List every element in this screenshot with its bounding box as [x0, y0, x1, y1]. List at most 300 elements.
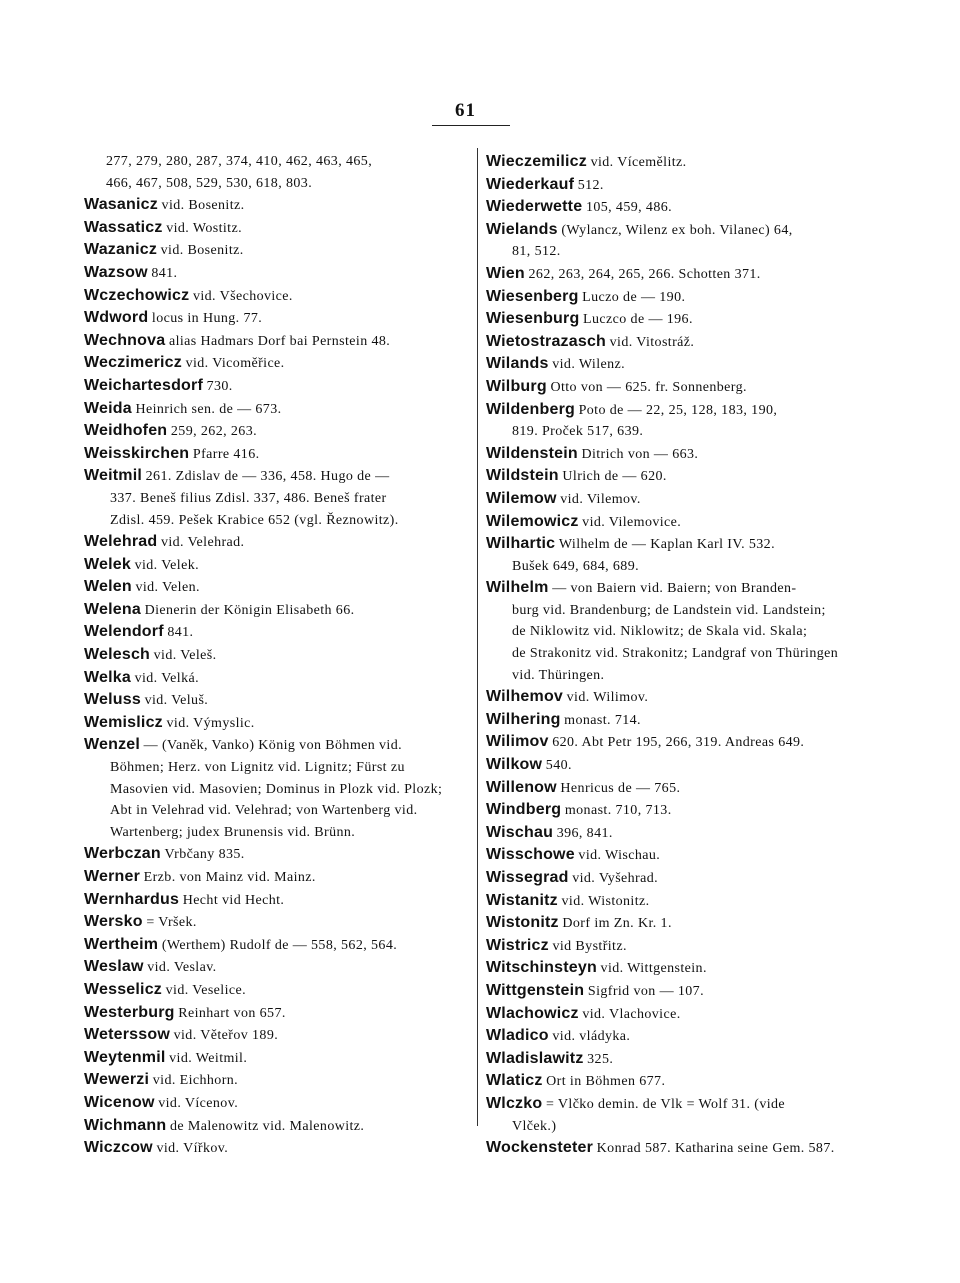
entry-text: 277, 279, 280, 287, 374, 410, 462, 463, 465, [106, 154, 373, 169]
entry-text: Luczo de — 190. [582, 289, 686, 305]
index-entry [84, 420, 476, 443]
entry-headword: Wasanicz [84, 196, 158, 214]
entry-headword: Welen [84, 578, 132, 596]
index-entry [84, 734, 476, 843]
entry-text: Konrad 587. Katharina seine Gem. 587. [596, 1141, 835, 1157]
entry-line [84, 689, 476, 712]
index-entry [84, 239, 476, 262]
entry-line [486, 488, 886, 511]
entry-headword: Windberg [486, 801, 562, 819]
entry-text: Abt in Velehrad vid. Velehrad; von Wartenberg vid. [110, 803, 418, 819]
entry-line [486, 533, 886, 556]
entry-headword: Wilemowicz [486, 512, 579, 530]
index-entry [84, 866, 476, 889]
entry-line [84, 889, 476, 912]
entry-headword: Wicenow [84, 1093, 155, 1111]
entry-line [84, 667, 476, 690]
entry-line [486, 196, 886, 219]
entry-headword: Wissegrad [486, 869, 569, 886]
index-entry [84, 1137, 476, 1160]
entry-headword: Weslaw [84, 958, 144, 976]
entry-headword: Wistonitz [486, 914, 559, 932]
entry-text: vid. Vicoměřice. [185, 356, 285, 372]
entry-headword: Wildenstein [486, 444, 578, 462]
entry-text: 841. [151, 265, 178, 281]
entry-headword: Wistanitz [486, 891, 558, 909]
index-entry [84, 956, 476, 979]
entry-line [486, 621, 886, 643]
entry-line [84, 956, 476, 979]
entry-line [486, 957, 886, 980]
entry-text: Sigfrid von — 107. [587, 983, 704, 999]
index-entry [84, 194, 476, 217]
index-entry [84, 217, 476, 240]
entry-headword: Wockensteter [486, 1139, 594, 1157]
entry-line [486, 1137, 886, 1160]
entry-text: vid. Veselice. [165, 982, 247, 998]
index-entry [84, 644, 476, 667]
entry-text: 730. [206, 378, 233, 394]
index-entry [84, 934, 476, 957]
index-entry [486, 488, 886, 511]
entry-text: 819. Proček 517, 639. [512, 424, 644, 440]
entry-text: vid. Výmyslic. [166, 715, 255, 731]
entry-line [84, 194, 476, 217]
index-entry [84, 465, 476, 531]
entry-line [84, 330, 476, 353]
left-column [84, 151, 476, 1160]
entry-text: 337. Beneš filius Zdisl. 337, 486. Beneš frater [110, 490, 387, 506]
index-entry [84, 531, 476, 554]
entry-headword: Werner [84, 868, 141, 885]
entry-text: vid. Wostitz. [166, 220, 242, 236]
entry-line [486, 465, 886, 488]
entry-line [84, 822, 476, 844]
entry-line [486, 643, 886, 665]
entry-line [84, 217, 476, 240]
index-entry [486, 957, 886, 980]
entry-line [84, 911, 476, 934]
index-entry [486, 912, 886, 935]
entry-line [486, 1003, 886, 1026]
entry-text: 262, 263, 264, 265, 266. Schotten 371. [528, 266, 761, 282]
entry-headword: Weidhofen [84, 422, 168, 440]
entry-line [486, 1116, 886, 1138]
entry-text: Ditrich von — 663. [581, 446, 699, 462]
entry-headword: Wistricz [486, 936, 549, 954]
entry-headword: Weisskirchen [84, 444, 190, 462]
entry-line [84, 1024, 476, 1047]
index-entry [486, 286, 886, 309]
entry-line [486, 241, 886, 263]
entry-text: Wartenberg; judex Brunensis vid. Brünn. [110, 824, 356, 840]
entry-headword: Wischau [486, 823, 554, 841]
entry-text: Zdisl. 459. Pešek Krabice 652 (vgl. Řeznowitz). [110, 512, 399, 528]
index-entry [486, 1070, 886, 1093]
entry-text: Böhmen; Herz. von Lignitz vid. Lignitz; Fürst zu [110, 760, 405, 776]
index-entry [84, 398, 476, 421]
entry-line [486, 1093, 886, 1116]
index-entry [486, 935, 886, 958]
entry-line [486, 421, 886, 443]
entry-headword: Wilemow [486, 489, 557, 507]
index-entry [84, 330, 476, 353]
index-entry [84, 285, 476, 308]
index-entry [84, 262, 476, 285]
index-entry [84, 1115, 476, 1138]
index-entry [84, 712, 476, 735]
entry-line [84, 712, 476, 735]
entry-headword: Wlczko [486, 1094, 543, 1112]
entry-text: 620. Abt Petr 195, 266, 319. Andreas 649. [552, 735, 805, 751]
entry-text: burg vid. Brandenburg; de Landstein vid. Landstein; [512, 602, 826, 618]
entry-text: vid. Vilemov. [560, 491, 641, 507]
index-entry [84, 979, 476, 1002]
entry-text: vid. Velehrad. [160, 535, 245, 551]
entry-text: vid. vládyka. [552, 1029, 631, 1045]
index-entry [84, 843, 476, 866]
entry-text: vid. Vilemovice. [582, 514, 682, 530]
entry-line [84, 779, 476, 801]
entry-line [486, 1070, 886, 1093]
entry-headword: Weterssow [84, 1026, 170, 1044]
index-entry [486, 353, 886, 376]
entry-text: Vlček.) [512, 1118, 557, 1134]
entry-headword: Wilkow [486, 756, 543, 774]
right-column [486, 151, 886, 1160]
index-entry [486, 263, 886, 286]
entry-text: vid. Eichhorn. [152, 1073, 239, 1089]
entry-headword: Wlachowicz [486, 1004, 579, 1022]
index-entry [84, 911, 476, 934]
page-number: 61 [455, 100, 476, 121]
index-entry [84, 1092, 476, 1115]
entry-line [84, 757, 476, 779]
entry-text: vid. Velen. [135, 580, 200, 596]
entry-line [106, 151, 476, 173]
entry-text: Ulrich de — 620. [562, 469, 667, 485]
entry-text: vid. Wilenz. [552, 357, 626, 373]
entry-headword: Wiesenberg [486, 287, 579, 305]
index-entry [486, 1093, 886, 1137]
entry-headword: Welendorf [84, 623, 164, 641]
entry-line [486, 219, 886, 242]
entry-headword: Wilands [486, 355, 549, 373]
entry-text: vid. Velek. [134, 557, 199, 573]
entry-headword: Wiederkauf [486, 175, 575, 193]
index-entry [486, 1137, 886, 1160]
entry-text: vid. Bosenitz. [161, 198, 245, 214]
entry-headword: Wisschowe [486, 846, 575, 864]
index-entry [84, 554, 476, 577]
entry-line [84, 1092, 476, 1115]
entry-text: = Vlčko demin. de Vlk = Wolf 31. (vide [545, 1096, 786, 1112]
entry-headword: Wenzel [84, 736, 141, 754]
entry-headword: Wassaticz [84, 218, 163, 236]
entry-headword: Wersko [84, 913, 143, 931]
entry-text: Hecht vid Hecht. [182, 892, 285, 908]
index-entry [486, 1048, 886, 1071]
entry-headword: Werbczan [84, 845, 161, 863]
entry-line [486, 1048, 886, 1071]
entry-line [486, 308, 886, 331]
entry-line [84, 866, 476, 889]
entry-line [486, 151, 886, 174]
index-entry [486, 308, 886, 331]
entry-headword: Willenow [486, 778, 557, 796]
entry-text: vid. Vícemělitz. [590, 155, 687, 170]
index-entry [486, 577, 886, 686]
entry-headword: Wilhartic [486, 535, 556, 553]
index-entry [84, 689, 476, 712]
entry-text: = Vršek. [146, 915, 197, 931]
entry-line [84, 375, 476, 398]
index-entry [84, 576, 476, 599]
index-entry [486, 331, 886, 354]
entry-text: vid. Bosenitz. [160, 243, 244, 259]
entry-headword: Wdword [84, 309, 149, 327]
entry-headword: Witschinsteyn [486, 959, 597, 977]
entry-line [486, 577, 886, 600]
entry-headword: Wieczemilicz [486, 153, 587, 170]
entry-headword: Wilhemov [486, 688, 564, 706]
index-entry [486, 533, 886, 577]
index-entry [84, 599, 476, 622]
entry-headword: Wiederwette [486, 198, 583, 216]
entry-text: (Werthem) Rudolf de — 558, 562, 564. [161, 937, 398, 953]
entry-line [486, 709, 886, 732]
entry-headword: Welek [84, 555, 131, 573]
entry-headword: Wazanicz [84, 241, 158, 259]
entry-text: Heinrich sen. de — 673. [135, 401, 282, 417]
index-entry [486, 754, 886, 777]
entry-text: Poto de — 22, 25, 128, 183, 190, [578, 402, 778, 418]
entry-headword: Wesselicz [84, 980, 162, 998]
index-entry [486, 686, 886, 709]
entry-line [486, 799, 886, 822]
entry-text: 105, 459, 486. [585, 200, 673, 216]
entry-text: vid. Wilimov. [566, 690, 649, 706]
index-entry [486, 777, 886, 800]
entry-line [84, 262, 476, 285]
entry-line [486, 935, 886, 958]
entry-line [486, 600, 886, 622]
entry-headword: Wiesenburg [486, 310, 580, 328]
index-entry [84, 1024, 476, 1047]
entry-line [84, 443, 476, 466]
entry-headword: Wien [486, 264, 525, 282]
entry-text: vid. Vitostráž. [609, 334, 695, 350]
entry-headword: Wietostrazasch [486, 332, 607, 350]
entry-line [84, 239, 476, 262]
entry-line [84, 800, 476, 822]
entry-line [486, 731, 886, 754]
index-entry [84, 667, 476, 690]
entry-line [486, 174, 886, 197]
index-entry [84, 307, 476, 330]
entry-headword: Wilhelm [486, 579, 549, 597]
page-number-rule [432, 125, 510, 126]
entry-line [486, 665, 886, 687]
entry-headword: Wildstein [486, 467, 559, 485]
entry-text: — von Baiern vid. Baiern; von Branden- [552, 581, 797, 597]
entry-headword: Welehrad [84, 533, 158, 551]
index-entry [84, 443, 476, 466]
entry-text: vid. Velká. [134, 670, 199, 686]
entry-text: Pfarre 416. [192, 446, 260, 462]
entry-text: 540. [545, 758, 572, 774]
entry-line [84, 621, 476, 644]
entry-headword: Wewerzi [84, 1071, 150, 1089]
entry-line [84, 554, 476, 577]
entry-headword: Wlaticz [486, 1072, 543, 1090]
entry-text: vid. Wistonitz. [561, 893, 650, 909]
entry-headword: Wittgenstein [486, 981, 585, 999]
index-entry [486, 196, 886, 219]
index-entry [486, 1025, 886, 1048]
entry-line [84, 465, 476, 488]
entry-headword: Wemislicz [84, 713, 163, 731]
entry-headword: Wladislawitz [486, 1049, 584, 1067]
entry-headword: Weczimericz [84, 354, 182, 372]
entry-line [84, 1047, 476, 1070]
entry-line [84, 488, 476, 510]
entry-text: locus in Hung. 77. [151, 311, 263, 327]
entry-line [84, 398, 476, 421]
entry-line [84, 510, 476, 532]
entry-text: 261. Zdislav de — 336, 458. Hugo de — [145, 469, 390, 485]
entry-text: monast. 710, 713. [564, 803, 672, 819]
entry-headword: Wertheim [84, 935, 159, 953]
entry-text: Dienerin der Königin Elisabeth 66. [144, 602, 355, 618]
entry-line [486, 867, 886, 890]
entry-line [486, 912, 886, 935]
entry-line [84, 1002, 476, 1025]
entry-line [486, 263, 886, 286]
entry-text: Vrbčany 835. [164, 847, 245, 863]
entry-line [486, 353, 886, 376]
entry-headword: Wernhardus [84, 890, 180, 908]
entry-line [486, 286, 886, 309]
entry-headword: Wiczcow [84, 1139, 153, 1157]
entry-headword: Wladico [486, 1027, 549, 1045]
index-entry [486, 511, 886, 534]
entry-line [84, 979, 476, 1002]
entry-line [106, 173, 476, 195]
entry-text: Ort in Böhmen 677. [546, 1074, 666, 1090]
index-entry [486, 174, 886, 197]
entry-headword: Wechnova [84, 331, 166, 349]
index-entry [486, 709, 886, 732]
entry-text: Erzb. von Mainz vid. Mainz. [143, 870, 316, 885]
entry-text: de Niklowitz vid. Niklowitz; de Skala vid. Skala; [512, 624, 808, 640]
entry-text: Dorf im Zn. Kr. 1. [562, 916, 672, 932]
index-entry [486, 799, 886, 822]
entry-line [486, 844, 886, 867]
entry-line [84, 1137, 476, 1160]
entry-headword: Wielands [486, 220, 558, 238]
entry-line [84, 843, 476, 866]
entry-text: 396, 841. [556, 825, 613, 841]
entry-headword: Wilhering [486, 710, 561, 728]
entry-headword: Weida [84, 399, 132, 417]
entry-text: de Malenowitz vid. Malenowitz. [169, 1118, 365, 1134]
index-entry [84, 151, 476, 194]
index-entry [84, 1069, 476, 1092]
entry-line [84, 1115, 476, 1138]
index-entry [486, 980, 886, 1003]
entry-headword: Weichartesdorf [84, 376, 203, 394]
index-entry [84, 1047, 476, 1070]
entry-text: vid. Wittgenstein. [600, 961, 707, 977]
index-entry [486, 844, 886, 867]
entry-line [486, 822, 886, 845]
entry-line [84, 352, 476, 375]
entry-headword: Wazsow [84, 263, 148, 281]
entry-line [84, 285, 476, 308]
index-entry [486, 1003, 886, 1026]
entry-text: Reinhart von 657. [178, 1005, 286, 1021]
index-entry [84, 889, 476, 912]
entry-headword: Wilburg [486, 377, 547, 395]
entry-headword: Weitmil [84, 467, 143, 485]
entry-text: Luczco de — 196. [583, 312, 693, 328]
entry-headword: Wilimov [486, 733, 549, 751]
entry-line [486, 777, 886, 800]
index-entry [486, 399, 886, 443]
entry-text: — (Vaněk, Vanko) König von Böhmen vid. [143, 738, 403, 754]
entry-text: vid. Vyšehrad. [572, 871, 659, 886]
index-entry [486, 443, 886, 466]
entry-line [486, 754, 886, 777]
entry-text: alias Hadmars Dorf bai Pernstein 48. [168, 333, 391, 349]
entry-line [486, 1025, 886, 1048]
entry-line [84, 307, 476, 330]
entry-text: vid. Vlachovice. [582, 1006, 681, 1022]
index-entry [486, 151, 886, 174]
entry-text: de Strakonitz vid. Strakonitz; Landgraf von Thüringen [512, 646, 839, 662]
entry-line [486, 399, 886, 422]
index-entry [84, 352, 476, 375]
entry-line [84, 599, 476, 622]
index-entry [486, 219, 886, 263]
index-entry [486, 376, 886, 399]
entry-headword: Welena [84, 600, 141, 618]
entry-text: vid. Weitmil. [169, 1050, 248, 1066]
index-entry [84, 1002, 476, 1025]
entry-text: vid. Veleš. [153, 648, 217, 664]
entry-text: (Wylancz, Wilenz ex boh. Vilanec) 64, [561, 222, 793, 238]
entry-text: Bušek 649, 684, 689. [512, 558, 639, 574]
entry-text: 81, 512. [512, 244, 561, 260]
entry-line [486, 443, 886, 466]
index-entry [486, 731, 886, 754]
entry-text: vid Bystřitz. [552, 938, 627, 954]
entry-text: Masovien vid. Masovien; Dominus in Plozk vid. Plozk; [110, 781, 443, 797]
entry-line [84, 1069, 476, 1092]
entry-text: monast. 714. [564, 712, 641, 728]
entry-headword: Weytenmil [84, 1048, 166, 1066]
entry-text: vid. Wischau. [578, 848, 661, 864]
entry-line [84, 531, 476, 554]
entry-text: vid. Veslav. [147, 960, 217, 976]
entry-text: vid. Thüringen. [512, 667, 605, 683]
entry-line [84, 644, 476, 667]
entry-line [84, 934, 476, 957]
entry-headword: Wildenberg [486, 400, 575, 418]
entry-text: vid. Všechovice. [192, 288, 293, 304]
entry-headword: Wichmann [84, 1116, 167, 1134]
